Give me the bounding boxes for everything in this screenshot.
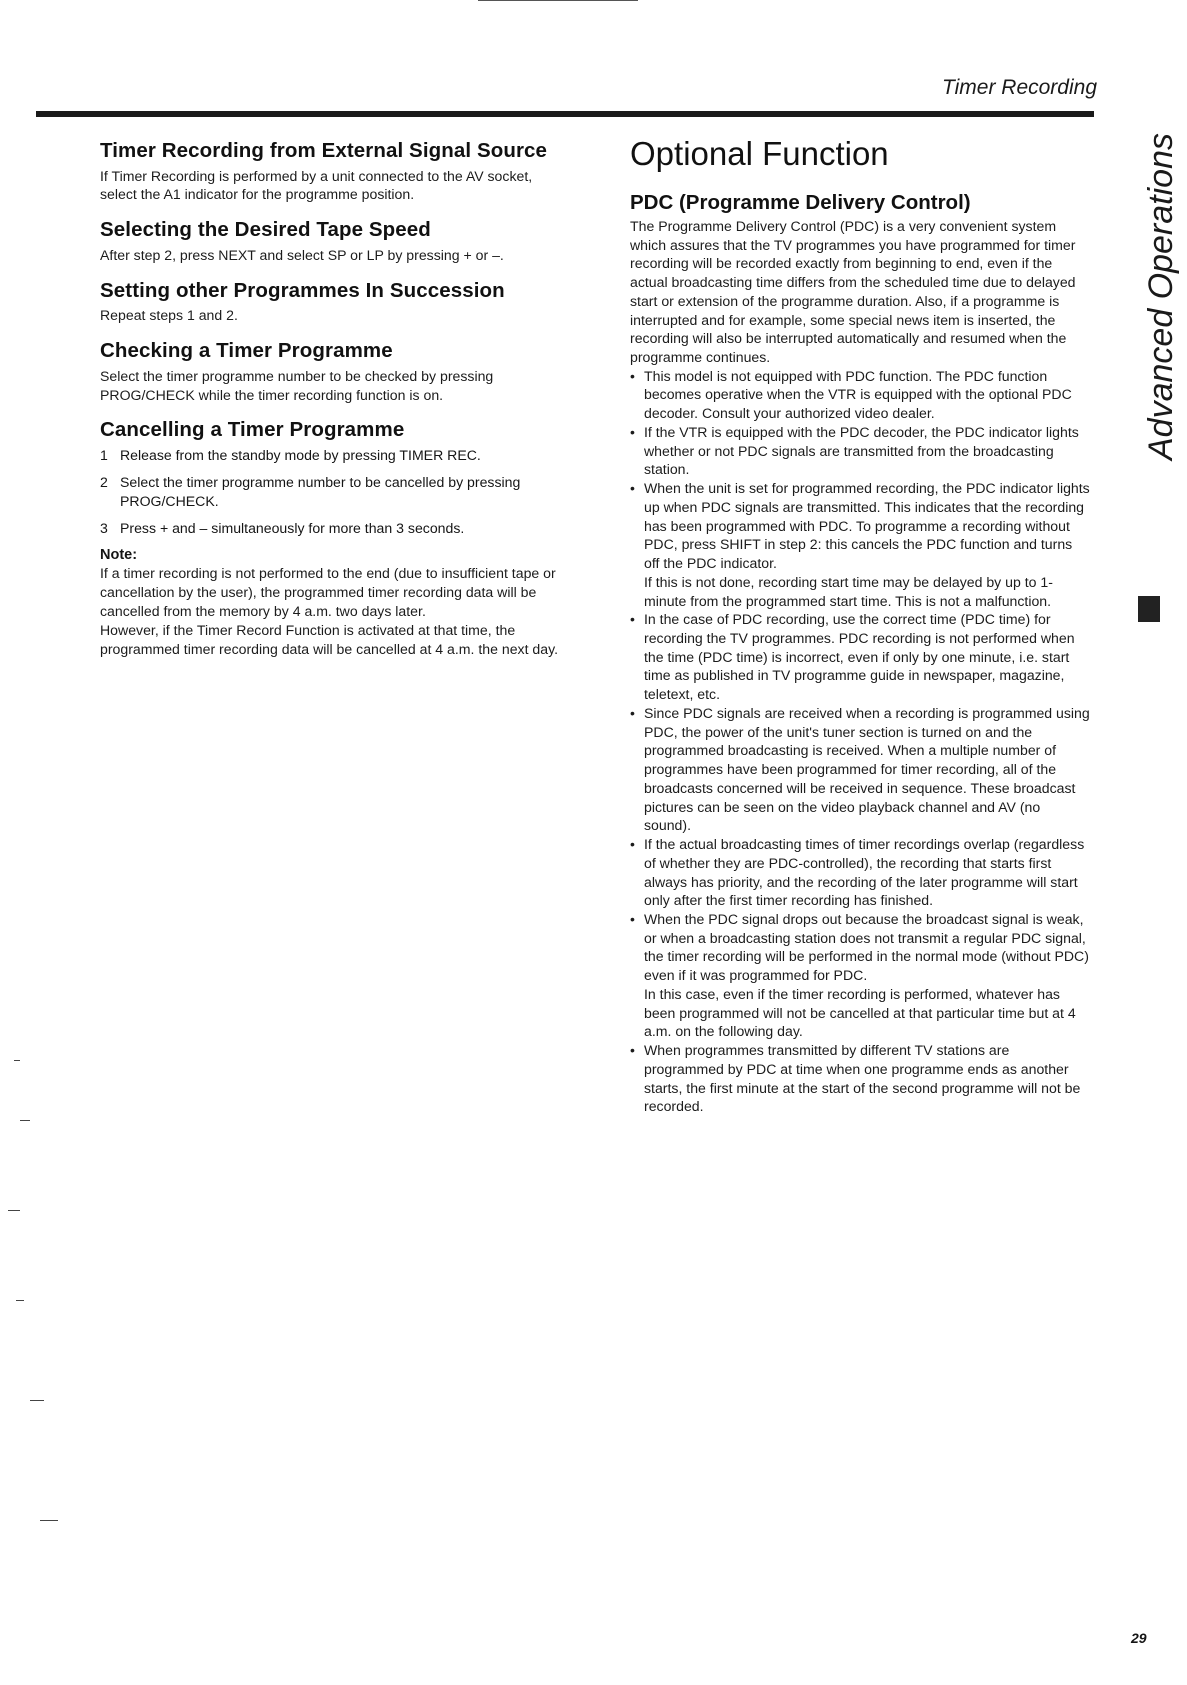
step-number: 1: [100, 446, 108, 463]
step-item: [100, 519, 562, 538]
section-body: Select the timer programme number to be checked by pressing PROG/CHECK while the timer recording function is on.: [100, 367, 494, 403]
list-item-text: When the PDC signal drops out because the broadcast signal is weak, or when a broadcasting station does not transmit a regular PDC signal, the timer recording will be performed in the normal mode (without PDC) even if it was programmed for PDC.: [644, 911, 1089, 984]
list-item: [630, 423, 1090, 479]
page-number: 29: [1131, 1630, 1147, 1646]
scan-artifact: [40, 1520, 58, 1521]
section-checking: [100, 340, 562, 404]
step-text: Select the timer programme number to be cancelled by pressing PROG/CHECK.: [120, 473, 521, 509]
section-cancelling: [100, 419, 562, 658]
bullet-icon: •: [630, 836, 635, 853]
bullet-icon: •: [630, 1042, 635, 1059]
list-item: [630, 610, 1090, 704]
bullet-icon: •: [630, 911, 635, 928]
note-title: Note:: [100, 547, 138, 564]
scan-artifact: [30, 1400, 44, 1401]
step-number: 2: [100, 473, 108, 490]
list-item-extra: If this is not done, recording start time may be delayed by up to 1-minute from the programmed start time. This is not a malfunction.: [644, 573, 1053, 609]
section-body: Repeat steps 1 and 2.: [100, 307, 238, 324]
list-item-text: When programmes transmitted by different TV stations are programmed by PDC at time when one programme ends as another starts, the first minute at the start of the second programme will not be recorded.: [644, 1042, 1081, 1115]
side-tab-label: Advanced Operations: [1142, 133, 1180, 460]
step-text: Press + and – simultaneously for more than 3 seconds.: [120, 519, 465, 536]
bullet-icon: •: [630, 423, 635, 440]
section-title: Cancelling a Timer Programme: [100, 418, 405, 442]
list-item-text: When the unit is set for programmed recording, the PDC indicator lights up when PDC signals are transmitted. This indicates that the recording has been programmed with PDC. To programme a recording without PDC, press SHIFT in step 2: this cancels the PDC function and turns off the PDC indicator.: [644, 480, 1090, 572]
list-item: [630, 835, 1090, 910]
scan-top-mark: [478, 0, 638, 1]
right-column: [630, 136, 1090, 1116]
section-succession: [100, 280, 562, 325]
pdc-bullet-list: [630, 367, 1090, 1116]
bullet-icon: •: [630, 367, 635, 384]
header-rule: [36, 111, 1094, 117]
list-item-text: If the actual broadcasting times of timer recordings overlap (regardless of whether they are PDC-controlled), the recording that starts first always has priority, and the recording of the later programme will start only after the first timer recording has finished.: [644, 836, 1085, 909]
list-item: [630, 367, 1090, 423]
scan-artifact: [20, 1120, 30, 1121]
section-title: Timer Recording from External Signal Source: [100, 139, 548, 162]
running-header: Timer Recording: [941, 76, 1097, 99]
page-title: Optional Function: [630, 135, 889, 172]
section-body: If Timer Recording is performed by a unit connected to the AV socket, select the A1 indicator for the programme position.: [100, 167, 533, 203]
side-tab-marker-icon: [1138, 596, 1160, 622]
list-item: [630, 704, 1090, 835]
list-item-extra: In this case, even if the timer recording is performed, whatever has been programmed will not be cancelled at that particular time but at 4 a.m. on the following day.: [644, 985, 1076, 1040]
scan-artifact: [14, 1060, 20, 1061]
cancel-steps: [100, 446, 562, 538]
step-text: Release from the standby mode by pressing TIMER REC.: [120, 446, 481, 463]
list-item-text: In the case of PDC recording, use the correct time (PDC time) for recording the TV programmes. PDC recording is not performed when the time (PDC time) is incorrect, even if only by one minute, i.e. start time as published in TV programme guide in newspaper, magazine, teletext, etc.: [644, 611, 1075, 703]
scan-artifact: [16, 1300, 24, 1301]
section-title: Selecting the Desired Tape Speed: [100, 218, 431, 242]
bullet-icon: •: [630, 480, 635, 497]
pdc-heading: PDC (Programme Delivery Control): [630, 191, 971, 215]
scan-artifact: [8, 1210, 20, 1211]
note-text: If a timer recording is not performed to the end (due to insufficient tape or cancellation by the user), the programmed timer recording data will be cancelled from the memory by 4 a.m. two days later.: [100, 565, 556, 620]
pdc-intro: The Programme Delivery Control (PDC) is a very convenient system which assures that the TV programmes you have programmed for timer recording will be recorded exactly from beginning to end, even if the actual broadcasting time differs from the scheduled time due to delayed start or extension of the programme duration. Also, if a programme is interrupted and for example, some special news item is inserted, the recording will also be interrupted automatically and resumed when the programme continues.: [630, 217, 1076, 365]
section-tape-speed: [100, 219, 562, 264]
section-title: Checking a Timer Programme: [100, 339, 393, 363]
section-body: After step 2, press NEXT and select SP or LP by pressing + or –.: [100, 246, 504, 263]
section-title: Setting other Programmes In Succession: [100, 278, 505, 302]
list-item-text: If the VTR is equipped with the PDC decoder, the PDC indicator lights whether or not PDC signals are transmitted from the broadcasting station.: [644, 423, 1079, 478]
list-item: [630, 1041, 1090, 1116]
list-item: [630, 910, 1090, 1041]
list-item: [630, 479, 1090, 610]
list-item-text: This model is not equipped with PDC function. The PDC function becomes operative when the VTR is equipped with the optional PDC decoder. Consult your authorized video dealer.: [644, 367, 1072, 422]
list-item-text: Since PDC signals are received when a recording is programmed using PDC, the power of the unit's tuner section is turned on and the programmed broadcasting is received. When a multiple number of programmes have been programmed for timer recording, all of the broadcasts concerned will be received in sequence. These broadcast pictures can be seen on the video playback channel and AV (no sound).: [644, 704, 1090, 834]
step-item: [100, 446, 562, 465]
step-item: [100, 473, 562, 511]
note-text: However, if the Timer Record Function is activated at that time, the programmed timer recording data will be cancelled at 4 a.m. the next day.: [100, 622, 559, 657]
bullet-icon: •: [630, 611, 635, 628]
step-number: 3: [100, 519, 108, 536]
bullet-icon: •: [630, 704, 635, 721]
section-external-signal: [100, 140, 562, 204]
left-column: [100, 140, 562, 659]
